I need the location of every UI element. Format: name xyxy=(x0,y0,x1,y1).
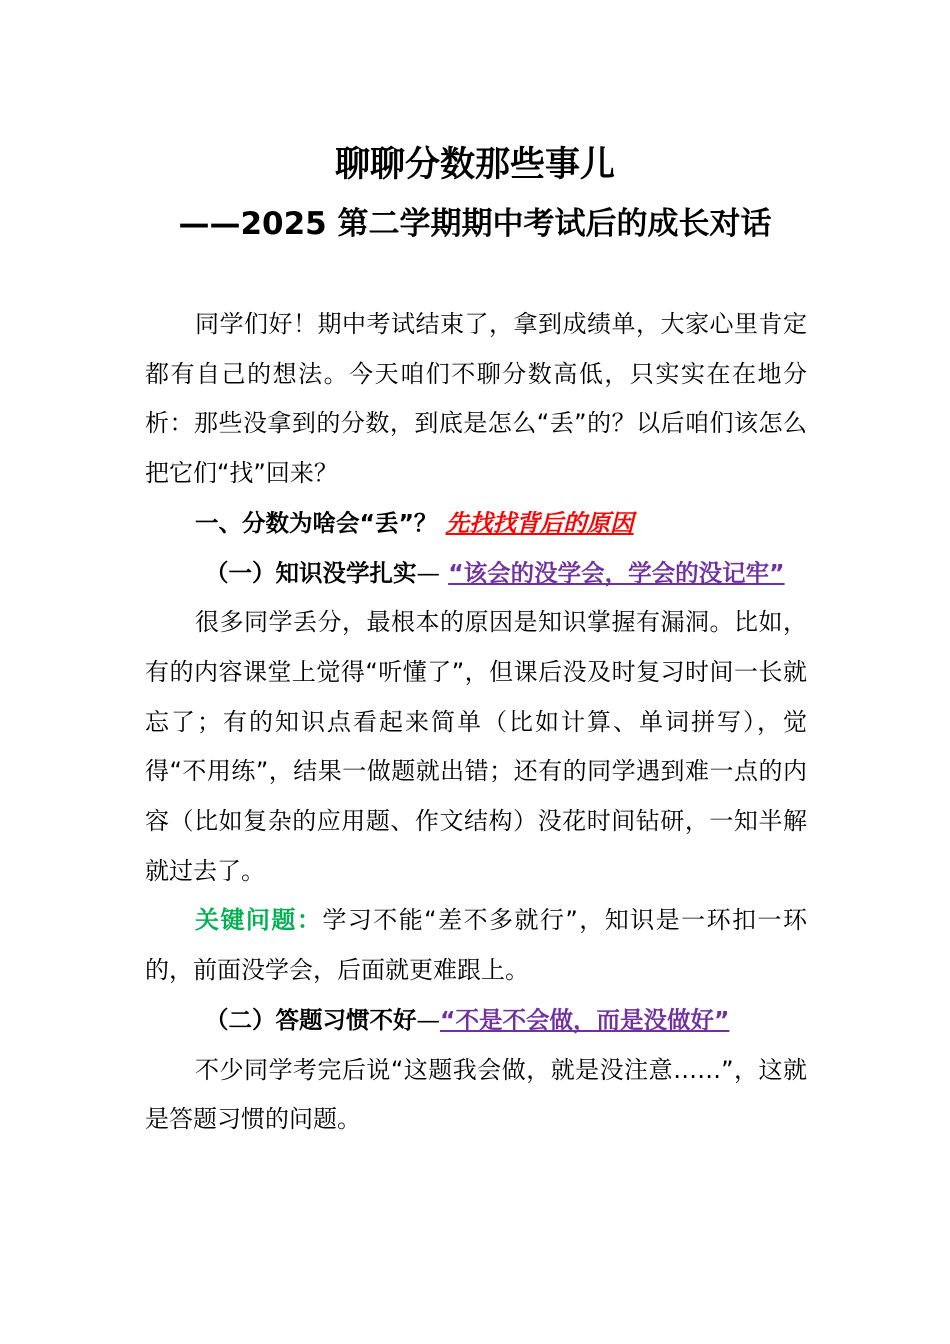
sub2-heading xyxy=(145,996,807,1046)
sub2-quote: “不是不会做，而是没做好” xyxy=(440,1005,730,1034)
sub2-heading-text: （二）答题习惯不好 xyxy=(205,1005,417,1034)
sub2-paragraph: 不少同学考完后说“这题我会做，就是没注意……”，这就是答题习惯的问题。 xyxy=(145,1055,807,1134)
document-subtitle: ——2025 第二学期期中考试后的成长对话 xyxy=(178,206,772,242)
sub2-dash: — xyxy=(416,1005,440,1034)
sub1-key-label: 关键问题： xyxy=(195,906,323,935)
sub1-paragraph: 很多同学丢分，最根本的原因是知识掌握有漏洞。比如，有的内容课堂上觉得“听懂了”，但课后没及时复习时间一长就忘了；有的知识点看起来简单（比如计算、单词拼写），觉得“不用练”，结果一做题就出错；还有的同学遇到难一点的内容（比如复杂的应用题、作文结构）没花时间钻研，一知半解就过去了。 xyxy=(145,608,807,885)
sub1-heading xyxy=(145,549,807,599)
sub1-key-text: 学习不能“差不多就行”，知识是一环扣一环的，前面没学会，后面就更难跟上。 xyxy=(145,906,808,985)
sub1-quote: “该会的没学会，学会的没记牢” xyxy=(448,558,785,587)
sub1-dash: — xyxy=(416,558,440,587)
document-body xyxy=(145,300,807,1145)
document-title: 聊聊分数那些事儿 xyxy=(334,145,615,185)
section1-heading-text: 一、分数为啥会“丢”？ xyxy=(195,508,438,537)
sub1-key-paragraph xyxy=(145,896,807,995)
intro-paragraph: 同学们好！期中考试结束了，拿到成绩单，大家心里肯定都有自己的想法。今天咱们不聊分数高低，只实实在在地分析：那些没拿到的分数，到底是怎么“丢”的？以后咱们该怎么把它们“找”回来？ xyxy=(145,310,807,488)
section1-highlight: 先找找背后的原因 xyxy=(445,508,634,537)
section1-heading xyxy=(145,499,807,549)
sub1-heading-text: （一）知识没学扎实 xyxy=(205,558,417,587)
